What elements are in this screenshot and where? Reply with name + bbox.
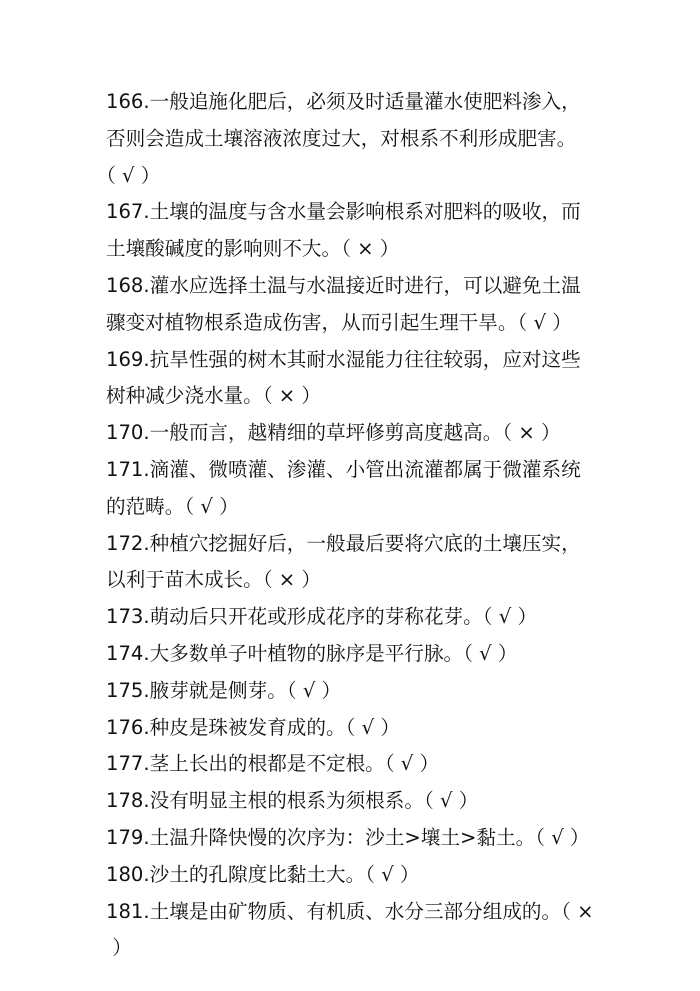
answer-paren-close: ） xyxy=(106,936,132,960)
question-text: 一般而言，越精细的草坪修剪高度越高。 xyxy=(149,421,503,445)
question-text: 腋芽就是侧芽。 xyxy=(149,678,287,702)
question-text: 土壤的温度与含水量会影响根系对肥料的吸收，而土壤酸碱度的影响则不大。 xyxy=(106,200,581,261)
question-number: 176. xyxy=(106,715,150,739)
question-number: 173. xyxy=(106,605,150,629)
question-text: 茎上长出的根都是不定根。 xyxy=(149,752,385,776)
answer-paren-open: （ xyxy=(463,641,480,665)
answer-paren-close: ） xyxy=(373,237,400,261)
question-number: 168. xyxy=(106,273,150,297)
question-170 xyxy=(106,415,598,452)
answer-paren-open: （ xyxy=(535,825,552,849)
question-180 xyxy=(106,857,598,894)
answer-paren-open: （ xyxy=(184,494,201,518)
question-number: 166. xyxy=(106,90,150,113)
answer-paren-close: ） xyxy=(534,421,561,445)
answer-paren-close: ） xyxy=(393,862,420,886)
question-167 xyxy=(106,194,598,268)
answer-mark: × xyxy=(357,237,374,261)
question-166 xyxy=(106,84,598,194)
answer-paren-close: ） xyxy=(134,163,161,187)
question-number: 177. xyxy=(106,752,150,776)
question-number: 175. xyxy=(106,678,150,702)
question-text: 没有明显主根的根系为须根系。 xyxy=(149,789,424,813)
question-number: 180. xyxy=(106,862,150,886)
answer-mark: √ xyxy=(439,789,453,813)
answer-paren-open: （ xyxy=(561,899,578,923)
answer-paren-open: （ xyxy=(423,789,440,813)
answer-paren-close: ） xyxy=(315,678,342,702)
answer-paren-open: （ xyxy=(345,715,362,739)
question-list xyxy=(106,84,598,967)
question-174 xyxy=(106,636,598,673)
question-text: 沙土的孔隙度比黏土大。 xyxy=(149,862,366,886)
answer-paren-open: （ xyxy=(517,310,534,334)
answer-paren-close: ） xyxy=(212,494,239,518)
answer-paren-close: ） xyxy=(413,752,440,776)
answer-mark: √ xyxy=(400,752,414,776)
question-text: 种皮是珠被发育成的。 xyxy=(149,715,346,739)
answer-mark: √ xyxy=(381,862,394,886)
question-number: 178. xyxy=(106,789,150,813)
answer-paren-close: ） xyxy=(546,310,572,334)
question-text: 土壤是由矿物质、有机质、水分三部分组成的。 xyxy=(149,899,562,923)
answer-mark: × xyxy=(518,421,535,445)
answer-paren-close: ） xyxy=(295,384,322,408)
answer-mark: √ xyxy=(122,163,135,187)
answer-paren-open: （ xyxy=(262,384,279,408)
answer-mark: √ xyxy=(498,605,512,629)
question-text: 一般追施化肥后，必须及时适量灌水使肥料渗入，否则会造成土壤溶液浓度过大，对根系不利形成肥害。 xyxy=(106,90,581,150)
answer-paren-close: ） xyxy=(511,605,538,629)
question-169 xyxy=(106,342,598,416)
answer-mark: √ xyxy=(302,678,316,702)
answer-paren-close: ） xyxy=(374,715,400,739)
answer-paren-close: ） xyxy=(452,789,479,813)
answer-paren-close: ） xyxy=(295,568,322,592)
answer-paren-open: （ xyxy=(502,421,519,445)
answer-mark: √ xyxy=(361,715,375,739)
answer-paren-open: （ xyxy=(286,678,303,702)
question-179 xyxy=(106,820,598,857)
question-173 xyxy=(106,599,598,636)
answer-mark: √ xyxy=(551,825,564,849)
question-text: 萌动后只开花或形成花序的芽称花芽。 xyxy=(149,605,483,629)
question-171 xyxy=(106,452,598,526)
question-178 xyxy=(106,783,598,820)
answer-paren-open: （ xyxy=(262,568,279,592)
question-168 xyxy=(106,268,598,342)
question-text: 土温升降快慢的次序为：沙土>壤土>黏土。 xyxy=(149,825,536,849)
question-text: 灌水应选择土温与水温接近时进行，可以避免土温骤变对植物根系造成伤害，从而引起生理干旱。 xyxy=(106,273,581,334)
question-177 xyxy=(106,746,598,783)
answer-mark: √ xyxy=(533,310,546,334)
question-number: 172. xyxy=(106,531,150,555)
answer-paren-open: （ xyxy=(384,752,401,776)
answer-mark: √ xyxy=(200,494,213,518)
answer-paren-close: ） xyxy=(563,825,590,849)
question-number: 170. xyxy=(106,421,150,445)
question-number: 181. xyxy=(106,899,150,923)
question-number: 171. xyxy=(106,457,150,481)
answer-mark: × xyxy=(278,384,296,408)
question-number: 167. xyxy=(106,200,150,224)
answer-paren-open: （ xyxy=(341,237,358,261)
answer-mark: × xyxy=(278,568,296,592)
question-text: 抗旱性强的树木其耐水湿能力往往较弱，应对这些树种减少浇水量。 xyxy=(106,347,581,408)
question-176 xyxy=(106,710,598,747)
answer-paren-open: （ xyxy=(482,605,499,629)
question-181 xyxy=(106,894,598,968)
question-175 xyxy=(106,673,598,710)
answer-mark: × xyxy=(577,899,594,923)
question-text: 滴灌、微喷灌、渗灌、小管出流灌都属于微灌系统的范畴。 xyxy=(106,457,581,518)
question-text: 种植穴挖掘好后，一般最后要将穴底的土壤压实，以利于苗木成长。 xyxy=(106,531,581,592)
answer-paren-open: （ xyxy=(365,862,382,886)
answer-paren-open: （ xyxy=(106,163,123,187)
question-text: 大多数单子叶植物的脉序是平行脉。 xyxy=(149,641,464,665)
question-number: 169. xyxy=(106,347,150,371)
question-172 xyxy=(106,526,598,600)
answer-paren-close: ） xyxy=(491,641,518,665)
question-number: 179. xyxy=(106,825,150,849)
answer-mark: √ xyxy=(479,641,492,665)
question-number: 174. xyxy=(106,641,150,665)
